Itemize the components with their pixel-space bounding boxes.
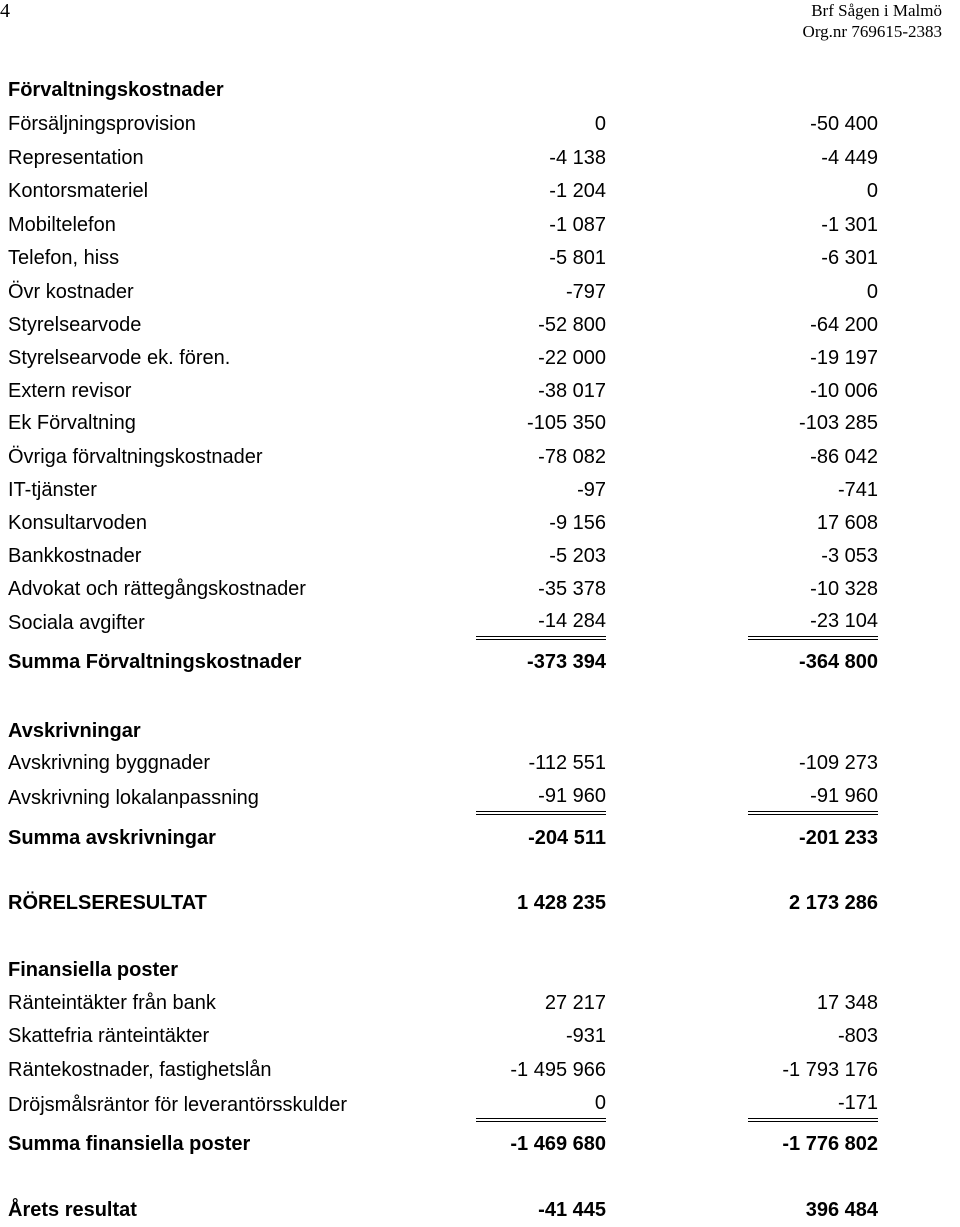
- organization-header: [803, 0, 942, 42]
- row-value-previous: -803: [837, 1025, 878, 1047]
- row-value-previous: -64 200: [810, 314, 878, 336]
- table-row: [8, 406, 878, 440]
- row-value-current: -35 378: [538, 578, 606, 600]
- row-label: Avskrivning lokalanpassning: [8, 787, 259, 809]
- row-value-current: -1 495 966: [510, 1059, 606, 1081]
- row-label: Ek Förvaltning: [8, 412, 136, 434]
- total-label: Summa Förvaltningskostnader: [8, 651, 302, 673]
- total-row: [8, 1127, 878, 1161]
- row-value-previous: -23 104: [748, 606, 878, 640]
- table-row: [8, 174, 878, 208]
- table-row: [8, 440, 878, 474]
- section-title: Avskrivningar: [8, 720, 141, 742]
- row-label: Skattefria ränteintäkter: [8, 1025, 210, 1047]
- total-value-current: 1 428 235: [517, 892, 606, 914]
- row-value-current: -1 204: [549, 180, 606, 202]
- total-value-current: -1 469 680: [510, 1133, 606, 1155]
- row-value-current: 27 217: [544, 992, 606, 1014]
- total-label: Summa avskrivningar: [8, 827, 216, 849]
- table-row: [8, 341, 878, 375]
- row-value-previous: -10 328: [810, 578, 878, 600]
- total-value-previous: -1 776 802: [782, 1133, 878, 1155]
- total-value-current: -373 394: [527, 651, 606, 673]
- row-value-previous: -1 793 176: [782, 1059, 878, 1081]
- section-title-forvaltning: [8, 73, 878, 107]
- total-value-previous: -364 800: [799, 651, 878, 673]
- row-label: Extern revisor: [8, 380, 132, 402]
- row-value-previous: -19 197: [810, 347, 878, 369]
- row-value-current: -22 000: [538, 347, 606, 369]
- row-value-current: -931: [565, 1025, 606, 1047]
- table-row: [8, 107, 878, 141]
- row-value-current: -5 203: [549, 545, 606, 567]
- table-row: [8, 1053, 878, 1087]
- row-label: Övr kostnader: [8, 281, 134, 303]
- row-label: Dröjsmålsräntor för leverantörsskulder: [8, 1094, 348, 1116]
- total-value-current: -204 511: [528, 827, 606, 849]
- row-label: Styrelsearvode ek. fören.: [8, 347, 231, 369]
- row-value-current: -9 156: [549, 512, 606, 534]
- row-label: Sociala avgifter: [8, 612, 145, 634]
- total-row: [8, 645, 878, 679]
- row-value-current: -1 087: [549, 214, 606, 236]
- row-value-previous: 0: [866, 281, 878, 303]
- row-label: Bankkostnader: [8, 545, 142, 567]
- row-value-current: -112 551: [528, 752, 606, 774]
- table-row: [8, 606, 878, 640]
- table-row: [8, 208, 878, 242]
- table-row: [8, 1088, 878, 1122]
- row-value-previous: 0: [866, 180, 878, 202]
- total-value-previous: -201 233: [799, 827, 878, 849]
- table-row: [8, 241, 878, 275]
- row-value-previous: -1 301: [821, 214, 878, 236]
- row-value-current: -4 138: [549, 147, 606, 169]
- row-value-previous: -10 006: [810, 380, 878, 402]
- row-label: Försäljningsprovision: [8, 113, 196, 135]
- row-value-current: 0: [594, 113, 606, 135]
- org-number: Org.nr 769615-2383: [802, 22, 942, 41]
- row-label: Mobiltelefon: [8, 214, 116, 236]
- section-title-finansiella: [8, 953, 878, 987]
- row-label: Telefon, hiss: [8, 247, 120, 269]
- table-row: [8, 539, 878, 573]
- net-result-row: [8, 1193, 878, 1227]
- table-row: [8, 374, 878, 408]
- row-label: IT-tjänster: [8, 479, 97, 501]
- total-value-previous: 2 173 286: [789, 892, 878, 914]
- section-title: Finansiella poster: [8, 959, 179, 981]
- row-value-current: -78 082: [538, 446, 606, 468]
- row-value-current: -5 801: [549, 247, 606, 269]
- row-label: Advokat och rättegångskostnader: [8, 578, 306, 600]
- row-value-previous: 17 608: [816, 512, 878, 534]
- table-row: [8, 986, 878, 1020]
- table-row: [8, 781, 878, 815]
- row-value-previous: -91 960: [748, 781, 878, 815]
- row-label: Representation: [8, 147, 144, 169]
- total-label: Summa finansiella poster: [8, 1133, 251, 1155]
- row-value-previous: -4 449: [821, 147, 878, 169]
- row-value-previous: -50 400: [810, 113, 878, 135]
- table-row: [8, 746, 878, 780]
- total-label: RÖRELSERESULTAT: [8, 892, 207, 914]
- table-row: [8, 1019, 878, 1053]
- row-value-current: -38 017: [538, 380, 606, 402]
- row-label: Avskrivning byggnader: [8, 752, 210, 774]
- row-value-current: -97: [577, 479, 606, 501]
- row-value-previous: -86 042: [810, 446, 878, 468]
- row-value-previous: -6 301: [821, 247, 878, 269]
- total-value-current: -41 445: [538, 1199, 606, 1221]
- total-row: [8, 821, 878, 855]
- section-title: Förvaltningskostnader: [8, 79, 224, 101]
- total-value-previous: 396 484: [805, 1199, 878, 1221]
- page-number: 4: [0, 0, 10, 22]
- table-row: [8, 473, 878, 507]
- row-value-previous: -103 285: [799, 412, 878, 434]
- row-label: Ränteintäkter från bank: [8, 992, 216, 1014]
- row-label: Styrelsearvode: [8, 314, 142, 336]
- row-value-current: -14 284: [476, 606, 606, 640]
- row-value-current: 0: [476, 1088, 606, 1122]
- section-title-avskrivningar: [8, 714, 878, 748]
- row-label: Övriga förvaltningskostnader: [8, 446, 263, 468]
- table-row: [8, 308, 878, 342]
- table-row: [8, 506, 878, 540]
- row-label: Kontorsmateriel: [8, 180, 149, 202]
- table-row: [8, 275, 878, 309]
- row-value-previous: -171: [748, 1088, 878, 1122]
- row-label: Konsultarvoden: [8, 512, 147, 534]
- row-label: Räntekostnader, fastighetslån: [8, 1059, 272, 1081]
- row-value-previous: 17 348: [816, 992, 878, 1014]
- operating-result-row: [8, 886, 878, 920]
- table-row: [8, 141, 878, 175]
- row-value-current: -797: [565, 281, 606, 303]
- row-value-current: -105 350: [527, 412, 606, 434]
- row-value-previous: -741: [837, 479, 878, 501]
- row-value-current: -52 800: [538, 314, 606, 336]
- row-value-previous: -109 273: [799, 752, 878, 774]
- org-name: Brf Sågen i Malmö: [811, 1, 942, 20]
- total-label: Årets resultat: [8, 1199, 137, 1221]
- row-value-previous: -3 053: [821, 545, 878, 567]
- table-row: [8, 572, 878, 606]
- row-value-current: -91 960: [476, 781, 606, 815]
